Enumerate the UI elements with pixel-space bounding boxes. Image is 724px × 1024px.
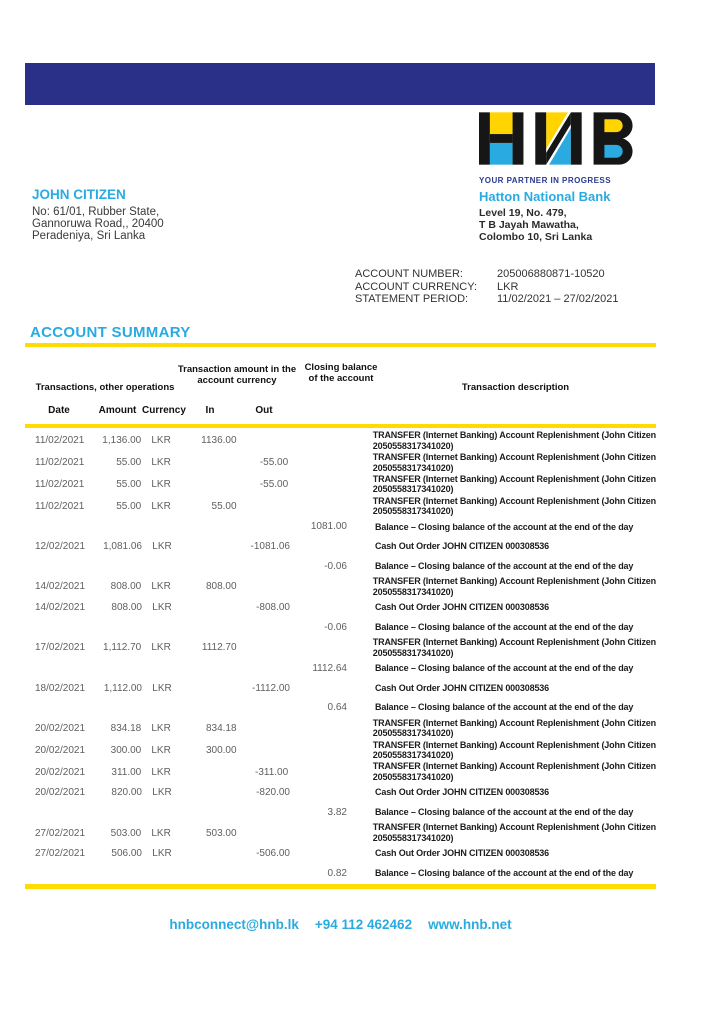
column-header-currency: Currency xyxy=(142,405,186,416)
header-group-closing-balance xyxy=(291,362,391,384)
customer-name: JOHN CITIZEN xyxy=(32,187,126,202)
header-navy-bar xyxy=(25,63,655,105)
amount-out: -55.00 xyxy=(259,478,289,490)
transaction-currency: LKR xyxy=(151,500,171,512)
transaction-description-line: 2050558317341020) xyxy=(372,586,454,597)
transaction-description-line: TRANSFER (Internet Banking) Account Replenishment (John Citizen xyxy=(372,761,656,772)
customer-address xyxy=(32,206,164,242)
transaction-amount: 1,112.70 xyxy=(103,642,142,654)
transaction-row xyxy=(25,718,656,740)
transaction-amount: 55.00 xyxy=(116,478,142,490)
transaction-row xyxy=(25,739,656,761)
transaction-currency: LKR xyxy=(151,766,171,778)
amount-in: 808.00 xyxy=(205,581,237,593)
transaction-description-line: 2050558317341020) xyxy=(372,440,454,451)
transaction-description-line: TRANSFER (Internet Banking) Account Replenishment (John Citizen xyxy=(372,717,656,728)
balance-row xyxy=(25,517,656,537)
transaction-date: 14/02/2021 xyxy=(35,602,86,614)
transaction-date: 11/02/2021 xyxy=(35,457,85,469)
closing-balance: 1081.00 xyxy=(310,521,347,533)
closing-balance: -0.06 xyxy=(324,560,347,572)
transaction-description-line: 2050558317341020) xyxy=(372,506,454,517)
transaction-row xyxy=(25,430,656,452)
bank-tagline: YOUR PARTNER IN PROGRESS xyxy=(479,176,611,185)
header-group-amount-line1: Transaction amount in the xyxy=(177,364,297,375)
transaction-row xyxy=(25,783,656,803)
transaction-description-line: Balance – Closing balance of the account at the end of the day xyxy=(375,702,634,713)
transaction-description-line: TRANSFER (Internet Banking) Account Replenishment (John Citizen xyxy=(372,739,656,750)
hnb-logo xyxy=(479,112,637,165)
transaction-row xyxy=(25,495,656,517)
transaction-currency: LKR xyxy=(151,478,171,490)
footer-contact xyxy=(25,917,656,932)
account-number-label: ACCOUNT NUMBER: xyxy=(355,268,463,280)
transaction-currency: LKR xyxy=(151,722,171,734)
column-header-row xyxy=(25,405,656,416)
transaction-date: 11/02/2021 xyxy=(35,435,85,447)
transaction-date: 18/02/2021 xyxy=(35,682,86,694)
transaction-row xyxy=(25,537,656,557)
transaction-description-line: 2050558317341020) xyxy=(372,462,454,473)
transaction-description xyxy=(345,576,656,597)
transaction-currency: LKR xyxy=(151,457,171,469)
yellow-divider-bottom xyxy=(25,884,656,889)
transaction-description-line: TRANSFER (Internet Banking) Account Replenishment (John Citizen xyxy=(372,822,656,833)
transaction-currency: LKR xyxy=(152,541,172,553)
transaction-description-line: TRANSFER (Internet Banking) Account Replenishment (John Citizen xyxy=(372,637,656,648)
bank-brand-block xyxy=(479,112,659,243)
transaction-description xyxy=(347,541,656,552)
amount-out: -1112.00 xyxy=(252,682,290,694)
transaction-description xyxy=(345,430,656,451)
customer-address-line: Gannoruwa Road,, 20400 xyxy=(32,218,164,230)
transaction-description-line: 2050558317341020) xyxy=(372,728,454,739)
balance-row xyxy=(25,864,656,884)
amount-in: 503.00 xyxy=(205,827,237,839)
transaction-description xyxy=(347,602,656,613)
transaction-description-line: Balance – Closing balance of the account at the end of the day xyxy=(375,621,634,632)
transaction-description xyxy=(345,474,656,495)
header-group-closing-line1: Closing balance xyxy=(304,362,378,373)
transaction-amount: 820.00 xyxy=(111,787,142,799)
header-group-amount xyxy=(177,364,297,386)
transaction-date: 11/02/2021 xyxy=(35,500,85,512)
transaction-description-line: TRANSFER (Internet Banking) Account Replenishment (John Citizen xyxy=(372,495,656,506)
transaction-row xyxy=(25,844,656,864)
transaction-description xyxy=(345,761,656,782)
transaction-date: 27/02/2021 xyxy=(35,848,86,860)
transaction-currency: LKR xyxy=(151,827,171,839)
amount-out: -311.00 xyxy=(254,766,289,778)
account-number-row xyxy=(355,268,619,281)
closing-balance: 1112.64 xyxy=(312,663,347,675)
transaction-row xyxy=(25,678,656,698)
customer-address-line: No: 61/01, Rubber State, xyxy=(32,206,160,218)
account-currency-label: ACCOUNT CURRENCY: xyxy=(355,280,478,293)
transaction-description-line: Balance – Closing balance of the account at the end of the day xyxy=(375,521,634,532)
transaction-amount: 311.00 xyxy=(111,766,142,778)
transaction-amount: 300.00 xyxy=(110,744,142,756)
transaction-amount: 808.00 xyxy=(110,581,142,593)
transaction-description-line: Cash Out Order JOHN CITIZEN 000308536 xyxy=(375,787,550,798)
amount-out: -506.00 xyxy=(256,848,290,860)
transaction-date: 20/02/2021 xyxy=(35,722,86,734)
account-number-value: 205006880871-10520 xyxy=(497,268,605,280)
column-header-amount: Amount xyxy=(98,405,137,416)
header-group-amount-line2: account currency xyxy=(197,375,277,386)
transaction-currency: LKR xyxy=(152,602,172,614)
statement-period-value: 11/02/2021 – 27/02/2021 xyxy=(497,293,619,306)
transaction-date: 11/02/2021 xyxy=(35,478,85,490)
transaction-description xyxy=(345,452,656,473)
amount-out: -808.00 xyxy=(256,602,290,614)
closing-balance: -0.06 xyxy=(324,621,347,633)
transaction-amount: 506.00 xyxy=(111,848,142,860)
customer-address-block xyxy=(32,187,164,242)
footer-phone: +94 112 462462 xyxy=(314,917,413,932)
bank-name: Hatton National Bank xyxy=(479,189,611,204)
transaction-description-line: Balance – Closing balance of the account at the end of the day xyxy=(375,868,634,878)
balance-row xyxy=(25,698,656,718)
amount-in: 55.00 xyxy=(211,500,237,512)
transaction-description-line: TRANSFER (Internet Banking) Account Replenishment (John Citizen xyxy=(372,430,656,441)
transaction-description-line: Balance – Closing balance of the account at the end of the day xyxy=(375,663,634,674)
transaction-row xyxy=(25,761,656,783)
amount-out: -820.00 xyxy=(256,787,290,799)
transaction-description xyxy=(347,663,656,674)
bank-address-line: Level 19, No. 479, xyxy=(479,207,567,219)
transaction-amount: 1,112.00 xyxy=(103,682,142,694)
closing-balance: 0.64 xyxy=(327,702,347,714)
transaction-row xyxy=(25,598,656,618)
transaction-currency: LKR xyxy=(151,435,171,447)
transaction-description xyxy=(345,496,656,517)
transaction-description-line: Cash Out Order JOHN CITIZEN 000308536 xyxy=(375,541,550,552)
balance-row xyxy=(25,556,656,576)
account-info-block xyxy=(355,268,619,306)
column-header-out: Out xyxy=(255,405,273,416)
amount-out: -55.00 xyxy=(259,457,289,469)
transaction-description-line: 2050558317341020) xyxy=(372,484,454,495)
transaction-amount: 834.18 xyxy=(110,722,142,734)
transaction-description xyxy=(347,807,656,818)
transaction-amount: 1,081.06 xyxy=(103,541,142,553)
transaction-description xyxy=(347,683,656,694)
transaction-date: 20/02/2021 xyxy=(35,744,86,756)
transaction-currency: LKR xyxy=(151,744,171,756)
amount-in: 300.00 xyxy=(205,744,237,756)
yellow-divider-title xyxy=(25,343,656,347)
account-currency-row xyxy=(355,281,619,294)
column-header-date: Date xyxy=(48,405,70,416)
transaction-date: 17/02/2021 xyxy=(35,642,86,654)
transaction-description-line: 2050558317341020) xyxy=(372,833,454,843)
transaction-description-line: 2050558317341020) xyxy=(372,772,454,783)
bank-address-line: Colombo 10, Sri Lanka xyxy=(479,231,593,243)
footer-website: www.hnb.net xyxy=(428,917,512,932)
account-summary-title: ACCOUNT SUMMARY xyxy=(30,324,191,341)
transaction-amount: 55.00 xyxy=(116,457,142,469)
transaction-amount: 1,136.00 xyxy=(102,435,142,447)
balance-row xyxy=(25,617,656,637)
transaction-description-line: Cash Out Order JOHN CITIZEN 000308536 xyxy=(375,682,550,693)
amount-in: 1136.00 xyxy=(201,435,237,447)
transaction-date: 12/02/2021 xyxy=(35,541,86,553)
transaction-date: 14/02/2021 xyxy=(35,581,86,593)
transactions-body xyxy=(25,430,656,883)
column-header-in: In xyxy=(205,405,215,416)
transaction-description xyxy=(345,637,656,658)
transaction-row xyxy=(25,452,656,474)
footer-email: hnbconnect@hnb.lk xyxy=(169,917,299,932)
bank-address xyxy=(479,207,659,243)
transaction-description xyxy=(347,702,656,713)
transaction-date: 27/02/2021 xyxy=(35,827,86,839)
transaction-row xyxy=(25,474,656,496)
statement-period-label: STATEMENT PERIOD: xyxy=(355,293,469,306)
header-group-transactions: Transactions, other operations xyxy=(35,382,175,393)
customer-address-line: Peradeniya, Sri Lanka xyxy=(32,230,146,242)
account-currency-value: LKR xyxy=(497,280,519,293)
amount-in: 834.18 xyxy=(205,722,237,734)
transaction-row xyxy=(25,637,656,659)
transaction-date: 20/02/2021 xyxy=(35,787,86,799)
transaction-description xyxy=(345,740,656,761)
transaction-currency: LKR xyxy=(152,787,172,799)
transaction-description-line: Cash Out Order JOHN CITIZEN 000308536 xyxy=(375,848,550,859)
closing-balance: 0.82 xyxy=(327,867,347,879)
transaction-description-line: TRANSFER (Internet Banking) Account Replenishment (John Citizen xyxy=(372,473,656,484)
transaction-description-line: TRANSFER (Internet Banking) Account Replenishment (John Citizen xyxy=(372,576,656,587)
balance-row xyxy=(25,659,656,679)
transaction-description-line: TRANSFER (Internet Banking) Account Replenishment (John Citizen xyxy=(372,452,656,463)
transaction-description xyxy=(347,787,656,798)
transaction-description xyxy=(347,561,656,572)
header-group-description: Transaction description xyxy=(461,382,570,393)
transaction-description-line: 2050558317341020) xyxy=(372,647,454,658)
transaction-currency: LKR xyxy=(152,848,172,860)
table-header xyxy=(25,358,656,424)
closing-balance: 3.82 xyxy=(327,806,347,818)
transaction-description xyxy=(347,622,656,633)
transaction-row xyxy=(25,576,656,598)
bank-address-line: T B Jayah Mawatha, xyxy=(479,219,579,231)
transaction-description-line: 2050558317341020) xyxy=(372,750,454,761)
transaction-currency: LKR xyxy=(151,581,171,593)
transaction-description-line: Balance – Closing balance of the account at the end of the day xyxy=(375,807,634,818)
balance-row xyxy=(25,803,656,823)
transaction-description xyxy=(345,822,656,843)
transaction-description-line: Balance – Closing balance of the account at the end of the day xyxy=(375,560,634,571)
yellow-divider-header xyxy=(25,424,656,428)
transaction-description xyxy=(347,522,656,533)
statement-period-row xyxy=(355,293,619,306)
transaction-amount: 503.00 xyxy=(110,827,142,839)
transaction-description xyxy=(345,718,656,739)
transaction-date: 20/02/2021 xyxy=(35,766,86,778)
transaction-amount: 808.00 xyxy=(111,602,142,614)
transaction-description-line: Cash Out Order JOHN CITIZEN 000308536 xyxy=(375,602,550,613)
transaction-amount: 55.00 xyxy=(116,500,142,512)
transaction-description xyxy=(347,868,656,879)
transaction-description xyxy=(347,848,656,859)
amount-out: -1081.06 xyxy=(250,541,290,553)
transaction-currency: LKR xyxy=(151,642,171,654)
header-group-closing-line2: of the account xyxy=(308,373,374,384)
amount-in: 1112.70 xyxy=(201,642,237,654)
transaction-currency: LKR xyxy=(152,682,172,694)
transaction-row xyxy=(25,822,656,844)
